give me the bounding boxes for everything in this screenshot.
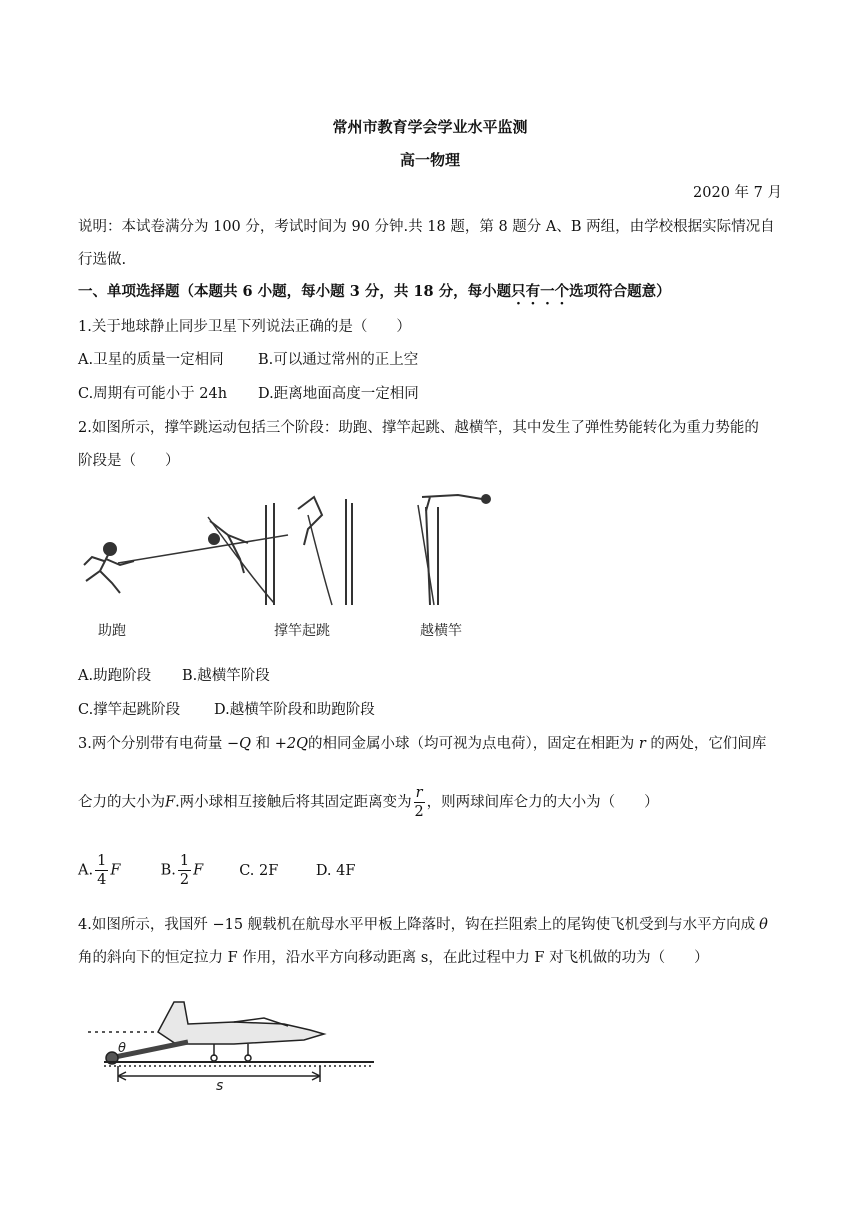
fig-s-label: s <box>216 1078 224 1092</box>
q1-options-row2 <box>78 382 419 403</box>
vaulting-pole <box>118 535 288 563</box>
q2-option-c: C.撑竿起跳阶段 <box>78 702 181 718</box>
runner-body <box>84 555 134 593</box>
q3-option-a: A. $\frac{1}{4}$ F <box>78 853 121 888</box>
q3-text: 的两处，它们间库 <box>650 736 767 752</box>
instructions-line1: 说明：本试卷满分为 100 分，考试时间为 90 分钟.共 18 题，第 8 题分 A、B 两组，由学校根据实际情况自 <box>78 219 775 235</box>
q3-option-d: D. 4F <box>315 862 356 879</box>
q2-options-row2 <box>78 698 375 719</box>
frac-numerator: 1 <box>179 853 190 869</box>
section-heading-prefix: 一、单项选择题（本题共 6 小题，每小题 3 分，共 18 分，每小题 <box>78 283 512 300</box>
fig-theta-label: θ <box>118 1041 126 1056</box>
option-fraction <box>95 852 108 889</box>
instructions-line2: 行选做. <box>78 252 127 268</box>
q1-stem: 1.关于地球静止同步卫星下列说法正确的是（ ） <box>78 319 411 335</box>
q3-text: ，则两球间库仑力的大小为（ ） <box>426 794 659 811</box>
q1-option-c: C.周期有可能小于 24h <box>78 386 228 402</box>
page-title: 常州市教育学会学业水平监测 <box>332 118 528 136</box>
q4-angle: θ <box>759 917 768 933</box>
q2-option-b: B.越横竿阶段 <box>182 668 270 684</box>
q2-options-row1 <box>78 664 270 685</box>
q3-option-c: C. 2F <box>239 862 279 879</box>
q1-option-b: B.可以通过常州的正上空 <box>258 352 419 368</box>
q1-options-row1 <box>78 348 418 369</box>
q4-stem-line1 <box>78 913 768 934</box>
fig-label-run: 助跑 <box>98 623 126 639</box>
pole-vault-figure <box>78 485 518 645</box>
exam-date: 2020 年 7 月 <box>693 185 782 201</box>
frac-numerator: 1 <box>97 853 107 869</box>
frac-numerator: r <box>415 785 423 801</box>
q4-text: 4.如图所示，我国歼 −15 舰载机在航母水平甲板上降落时，钩在拦阻索上的尾钩使飞机受到与水平方向成 <box>78 917 756 933</box>
jumper-head <box>209 534 219 544</box>
q3-fraction <box>414 784 425 821</box>
frac-denominator: 2 <box>179 872 190 888</box>
section-heading <box>78 280 671 301</box>
fig-label-takeoff: 撑竿起跳 <box>274 623 330 639</box>
q4-stem-line2: 角的斜向下的恒定拉力 F 作用，沿水平方向移动距离 s，在此过程中力 F 对飞机做的功为（ ） <box>78 950 709 966</box>
q3-text: 和 <box>255 736 271 752</box>
emphasis-char: 一 <box>540 283 555 300</box>
frac-denominator: 2 <box>414 804 424 820</box>
emphasis-char: 只 <box>511 283 526 300</box>
jumper-over-bar <box>422 495 482 511</box>
q2-stem-line1: 2.如图所示，撑竿跳运动包括三个阶段：助跑、撑竿起跳、越横竿，其中发生了弹性势能转化为重力势能的 <box>78 420 759 436</box>
q3-distance: r <box>638 736 646 752</box>
q3-text: 3.两个分别带有电荷量 <box>78 736 223 752</box>
q3-text: 仑力的大小为 <box>78 794 165 811</box>
emphasis-char: 有 <box>525 283 541 300</box>
q3-options <box>78 852 355 889</box>
frac-denominator: 4 <box>97 872 107 888</box>
q1-option-a: A.卫星的质量一定相同 <box>78 352 224 368</box>
q3-stem-line1 <box>78 732 766 753</box>
q3-charge2: +2Q <box>274 736 308 752</box>
emphasis-char: 个 <box>554 283 570 300</box>
aircraft-fuselage <box>158 1002 324 1044</box>
pole-mid-air <box>308 515 332 605</box>
runner-head <box>104 543 116 555</box>
q3-option-b: B. $\frac{1}{2}$ F <box>160 853 204 888</box>
q3-force: F <box>165 794 176 811</box>
q2-option-a: A.助跑阶段 <box>78 668 152 684</box>
jumper-head <box>482 495 490 503</box>
q3-text: 的相同金属小球（均可视为点电荷），固定在相距为 <box>307 736 635 752</box>
q2-stem-line2: 阶段是（ ） <box>78 453 180 469</box>
option-fraction <box>178 852 191 889</box>
option-prefix: A. <box>78 862 94 879</box>
q2-option-d: D.越横竿阶段和助跑阶段 <box>214 702 375 718</box>
q3-stem-line2 <box>78 784 659 821</box>
q3-text: .两小球相互接触后将其固定距离变为 <box>175 794 412 811</box>
option-prefix: B. <box>160 862 176 879</box>
q1-option-d: D.距离地面高度一定相同 <box>258 386 419 402</box>
fig-label-bar: 越横竿 <box>420 623 462 639</box>
subject-title: 高一物理 <box>399 151 460 169</box>
carrier-landing-figure <box>84 982 384 1092</box>
section-heading-suffix: 选项符合题意） <box>569 283 671 300</box>
q3-charge1: −Q <box>226 736 251 752</box>
